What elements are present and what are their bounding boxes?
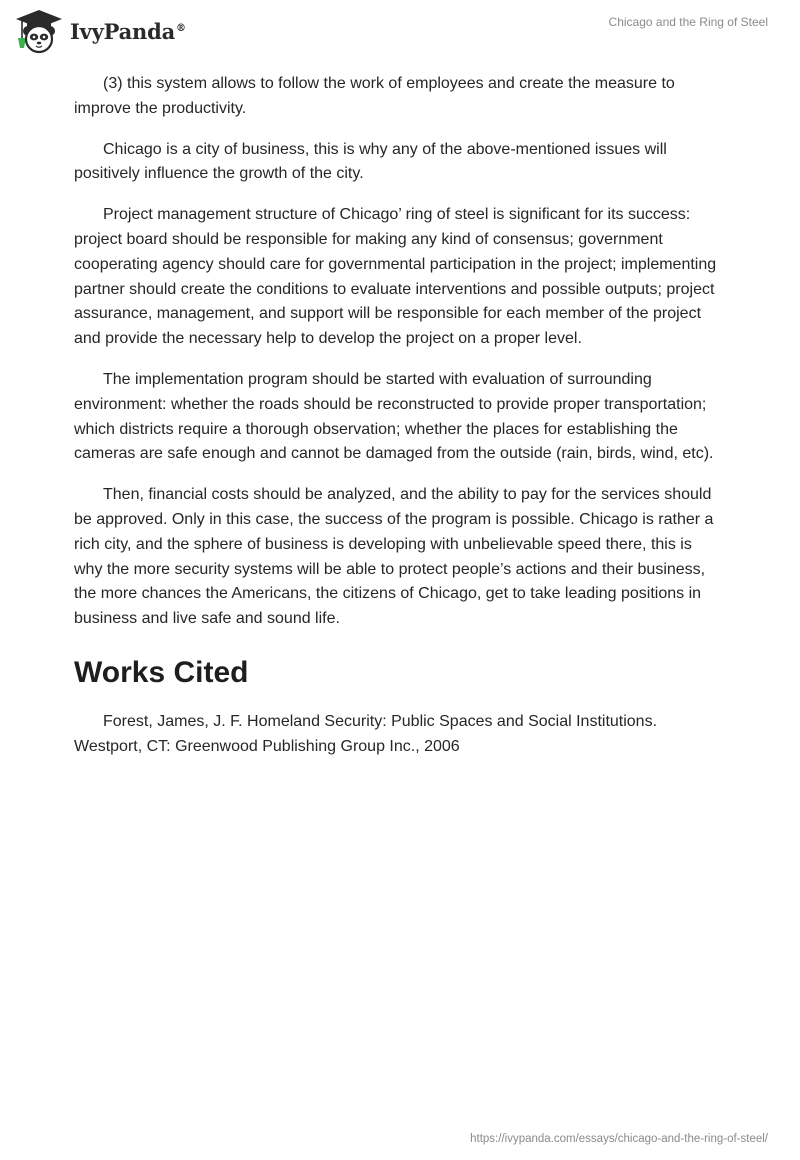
paragraph: Then, financial costs should be analyzed, and the ability to pay for the services should be approved. Only in this case, the success of the program is possible. Chicago is rather a rich city, and the sphere of business is developing with unbelievable speed there, this is why the more security systems will be able to protect people’s actions and their business, the more chances the Americans, the citizens of Chicago, get to take leading positions in business and live safe and sound life. xyxy=(74,486,714,628)
paragraph: Project management structure of Chicago’ ring of steel is significant for its success: project board should be responsible for making any kind of consensus; government cooperating agency should care for governmental participation in the project; implementing partner should create the conditions to evaluate interventions and possible outputs; project assurance, management, and support will be responsible for each member of the project and provide the necessary help to develop the project on a proper level. xyxy=(74,206,717,348)
logo-wordmark: IvyPanda® xyxy=(70,18,186,44)
works-cited-heading: Works Cited xyxy=(74,655,249,689)
footer-url-link[interactable]: https://ivypanda.com/essays/chicago-and-the-ring-of-steel/ xyxy=(470,1133,768,1145)
paragraph: (3) this system allows to follow the work of employees and create the measure to improve the productivity. xyxy=(74,75,675,117)
page-header xyxy=(0,0,800,60)
citation-entry: Forest, James, J. F. Homeland Security: Public Spaces and Social Institutions. Westport, CT: Greenwood Publishing Group Inc., 2006 xyxy=(74,712,658,755)
paragraph: The implementation program should be started with evaluation of surrounding environment: whether the roads should be reconstructed to provide proper transportation; which districts require a thorough observation; whether the places for establishing the cameras are safe enough and cannot be damaged from the outside (rain, birds, wind, etc). xyxy=(74,370,714,463)
ivypanda-logo[interactable] xyxy=(14,8,186,54)
panda-graduation-cap-icon xyxy=(14,8,64,54)
essay-body xyxy=(74,72,722,776)
document-title: Chicago and the Ring of Steel xyxy=(608,15,768,29)
paragraph: Chicago is a city of business, this is why any of the above-mentioned issues will positively influence the growth of the city. xyxy=(74,140,667,183)
